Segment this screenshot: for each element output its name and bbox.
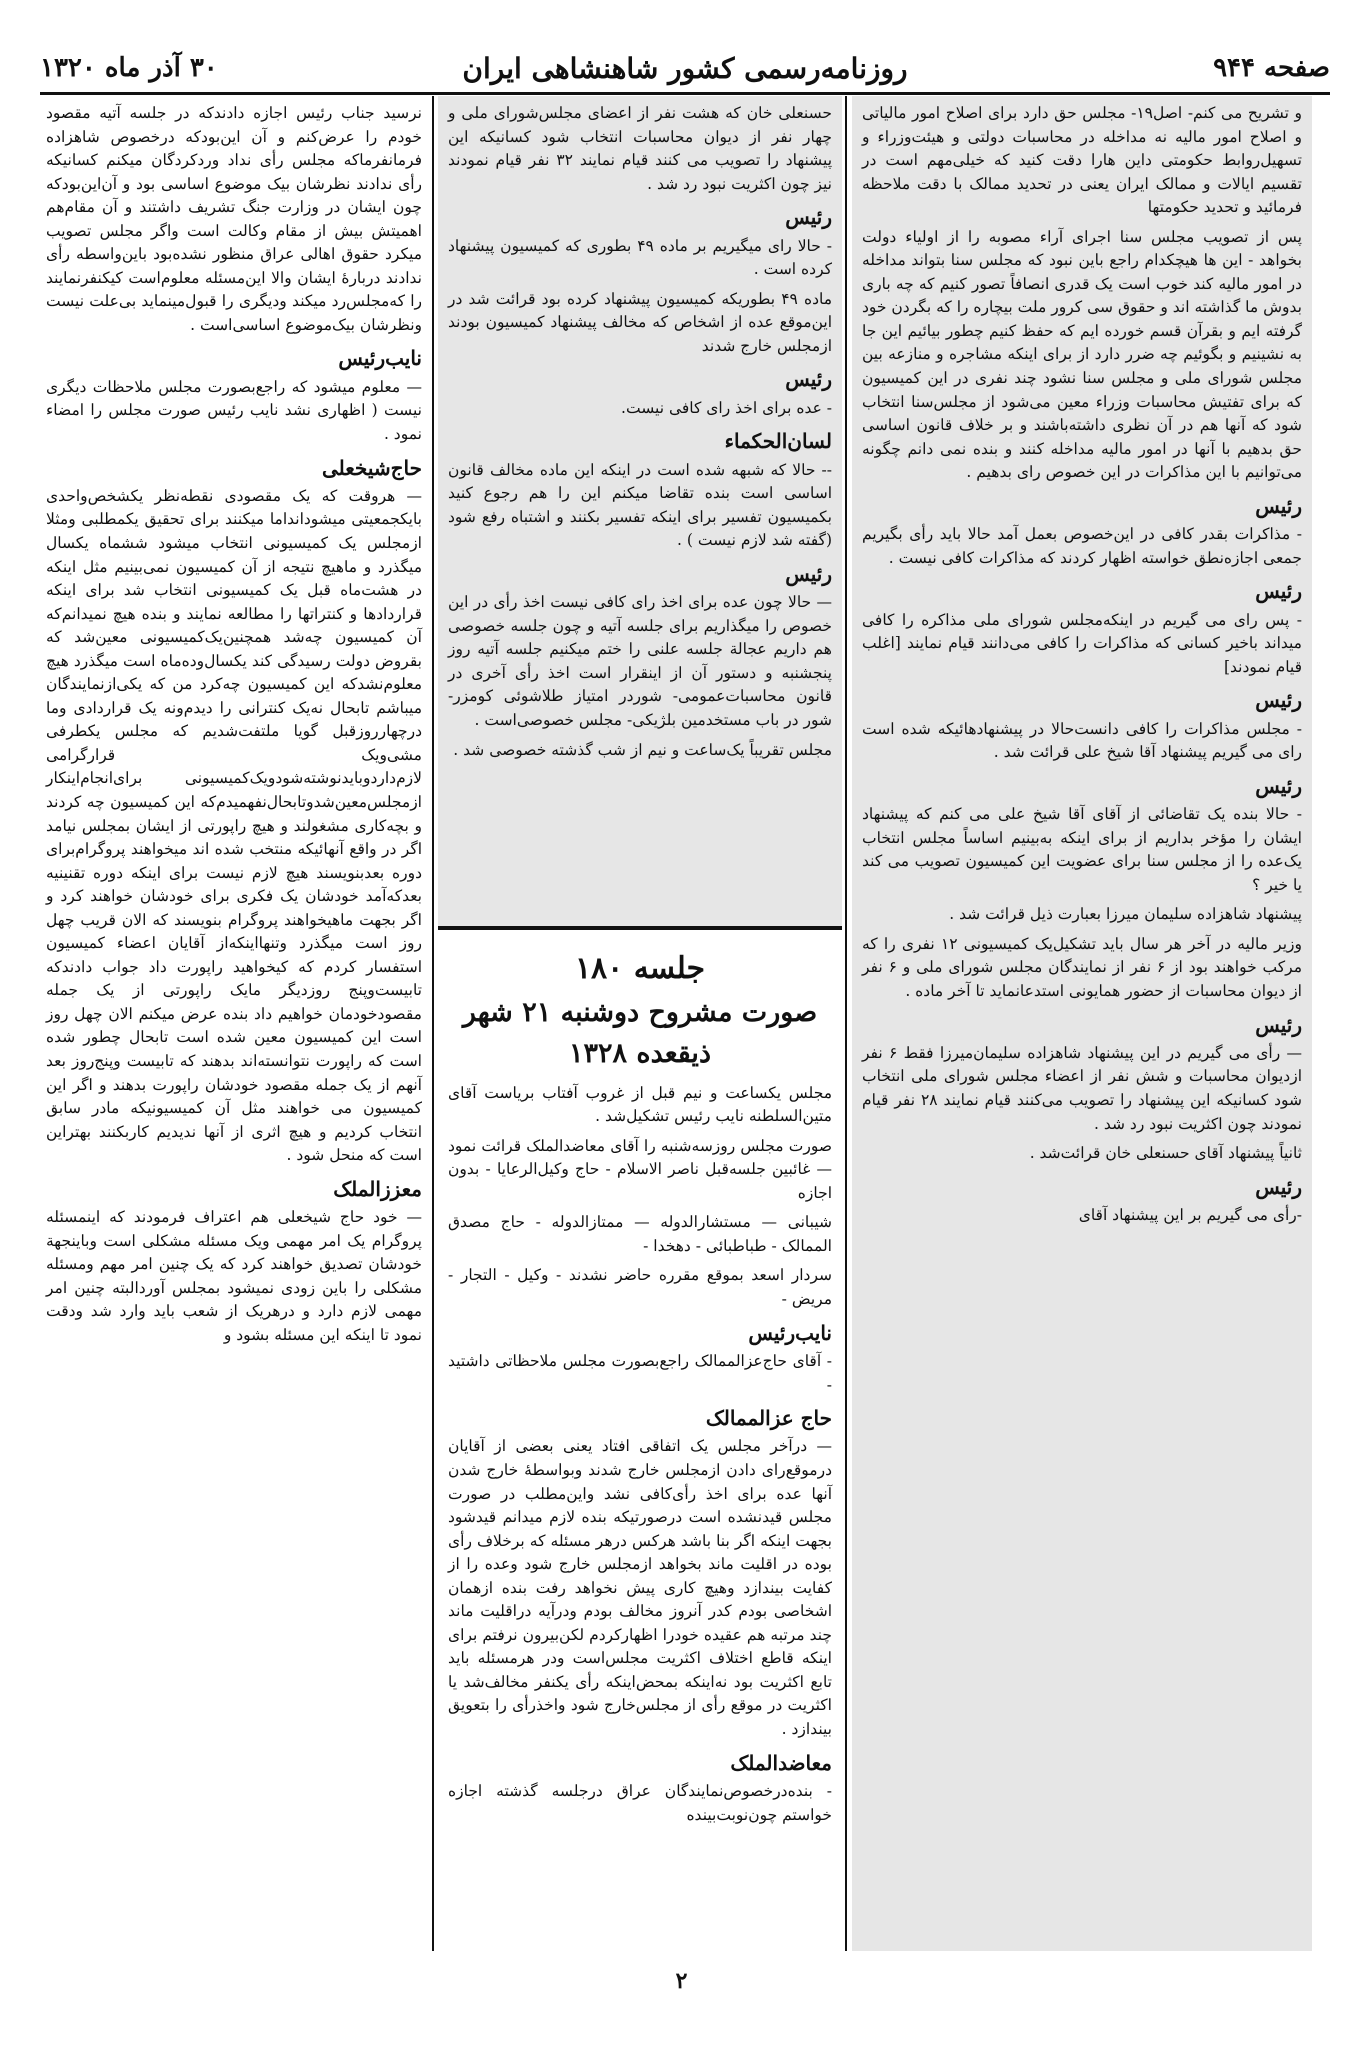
middle-column	[438, 96, 842, 1951]
paragraph: مجلس تقریباً یک‌ساعت و نیم از شب گذشته خصوصی شد .	[453, 740, 832, 759]
speaker-name: رئیس	[1255, 493, 1302, 518]
speaker-name: نایب‌رئیس	[338, 346, 422, 371]
paragraph: نرسید جناب رئیس اجازه دادند‌که در جلسه آتیه مقصود خودم را عرض‌کنم و آن این‌بود‌که در‌خصوص شاهزاده فرمانفرما‌که مجلس رأی نداد وردکردگان میکنم کسانیکه رأی ندادند نظرشان بیک موضوع اساسی بود و آن‌این‌بودکه چون ایشان در وزارت جنگ تشریف داشتند و آن مقام‌هم اهمیتش بیش از مقام وکالت است واگر مجلس تصویب میکرد حقوق اهالی عراق منظور نشده‌بود باین‌واسطه رأی ندادند دربارهٔ ایشان والا این‌مسئله معلوم‌است کیکنفرنمایند را که‌مجلس‌رد میکند ودیگری را قبول‌مینماید بی‌علت نیست ونظرشان بیک‌موضوع اساسی‌است .	[46, 104, 422, 334]
session-heading	[448, 946, 832, 1074]
speaker-name: رئیس	[1255, 1012, 1302, 1037]
speaker-name: رئیس	[1255, 579, 1302, 604]
paragraph: مجلس یکساعت و نیم قبل از غروب آفتاب بریاست آقای متین‌السلطنه نایب رئیس تشکیل‌شد .	[448, 1083, 832, 1126]
paragraph: - آقای حاج‌عزالممالک راجع‌بصورت مجلس ملاحظاتی داشتید -	[448, 1351, 832, 1394]
paragraph: - مذاکرات بقدر کافی در این‌خصوص بعمل آمد حالا باید رأی بگیریم جمعی اجازه‌نطق خواسته اظهار کردند که مذاکرات کافی نیست .	[862, 525, 1302, 567]
paragraph: - بنده‌درخصوص‌نمایندگان عراق درجلسه گذشته اجازه خواستم چون‌نوبت‌بینده	[448, 1781, 832, 1824]
speaker-name: نایب‌رئیس	[748, 1320, 832, 1345]
session-number: جلسه ۱۸۰	[574, 951, 706, 986]
speaker-name: رئیس	[785, 205, 832, 230]
paragraph: - عده برای اخذ رای کافی نیست.	[621, 398, 832, 417]
paragraph: — هروقت که یک مقصودی نقطه‌نظر یکشخص‌واحدی بایکجمعیتی میشودانداما میکنند برای تحقیق یکمطلبی ومثلا ازمجلس یک کمیسیونی انتخاب میشود ششماه یکسال میگذرد و ماهیچ نتیجه از آن کمیسیون نمی‌بینیم مثل اینکه در هشت‌ماه قبل یک کمیسیونی انتخاب شد برای اینکه قراردادها و کنتراتها را مطالعه نمایند و بنده هیچ نمیدانم‌که آن کمیسیون چه‌شد همچنین‌یک‌کمیسیونی معین‌شد که بقروض دولت رسیدگی کند یکسال‌وده‌ماه است میگذرد هیچ معلوم‌نشد‌که این کمیسیون چه‌کرد من که یکی‌ازنمایندگان میباشم تابحال نه‌یک کنترانی را دیدم‌ونه یک قراردادی وما درچهار‌روزقبل گویا ملتفت‌شدیم که مجلس یکطرفی مشی‌ویک قرار‌گرامی لازم‌دارد‌و‌بایدنوشته‌شود‌ویک‌کمیسیونی برای‌انجام‌اینکار از‌مجلس‌معین‌شدو‌تابحال‌نفهمیدم‌که این کمیسیون چه کردند و بچه‌کاری مشغولند و هیچ راپورتی از ایشان بمجلس نیامد اگر در واقع آنهائیکه منتخب شده اند میخواهند پروگرام‌برای دوره بعدبنویسند هیچ لازم نیست برای اینکه دوره تقنینیه بعد‌که‌آمد خودشان یک فکری برای خودشان خواهند کرد و اگر بجهت ماهیخواهند پروگرام بنویسند که الان قریب چهل روز است میگذرد وتنهااینکه‌از آقایان اعضاء کمیسیون استفسار کردم که کیخواهید راپورت داد جواب دادند‌که تابیست‌وپنج روزدیگر مایک راپورتی از یک جمله مقصودخودمان خواهیم داد بنده عرض میکنم الان چهل روز است این کمیسیون معین شده است تابحال چطور شده است که راپورت نتوانسته‌اند بدهند که تابیست وپنج‌روز بعد آنهم از یک جمله مقصود خودشان راپورت بدهند و اگر این کمیسیون می خواهند مثل آن کمیسیونیکه مادر سابق انتخاب کردیم و هیچ اثری از آنها ندیدیم کار‌بکنند بهتراین است که منحل شود .	[46, 486, 422, 1165]
paragraph: وزیر مالیه در آخر هر سال باید تشکیل‌یک کمیسیونی ۱۲ نفری را که مرکب خواهند بود از ۶ نفر از نمایندگان مجلس شورای ملی و ۶ نفر از دیوان محاسبات از حضور همایونی استدعانماید تا آخر ماده .	[862, 934, 1303, 1000]
left-column	[40, 96, 428, 1951]
speaker-name: رئیس	[785, 367, 832, 392]
paragraph: صورت مجلس روزسه‌شنبه را آقای معاضدالملک قرائت نمود — غائبین جلسه‌قبل ناصر الاسلام - حاج وکیل‌الرعایا - بدون اجازه	[448, 1136, 832, 1202]
column-divider	[432, 96, 434, 1951]
paragraph: ماده ۴۹ بطوریکه کمیسیون پیشنهاد کرده بود قرائت شد در این‌موقع عده از اشخاص که مخالف پیشنهاد کمیسیون بودند ازمجلس خارج شدند	[448, 289, 832, 355]
speaker-name: حاج عزالممالک	[705, 1406, 832, 1431]
speaker-name: معاضدالملک	[730, 1750, 832, 1775]
speaker-name: رئیس	[1255, 1174, 1302, 1199]
header-title: روزنامه‌رسمی کشور شاهنشاهی ایران	[462, 51, 908, 85]
paragraph: پس از تصویب مجلس سنا اجرای آراء مصوبه را از اولیاء دولت بخواهد - این ها هیچکدام راجع باین نبود که مجلس سنا بتواند مداخله در امور مالیه کند خوب است یک قدری انصافاً تصور کنیم که چه باری بدوش ما گذاشته اند و حقوق سی کرور ملت بیچاره را که بگردن خود گرفته ایم و بقرآن قسم خورده ایم که حفظ کنیم چطور بیائیم این جا به نشینیم و بگوئیم چه ضرر دارد از برای اینکه مشاجره و منازعه بین مجلس شورای ملی و مجلس سنا نشود چند نفری در این کمیسیون که برای تفتیش محاسبات وزراء معین می‌شود از مجلس‌سنا انتخاب شود که آنها هم در آن نظری داشته‌باشند و بر خلاف قانون اساسی حق بدهیم با آنها در امور مالیه مداخله کنند و بنده نمی دانم چگونه می‌توانیم با این مذاکرات در این خصوص رای بدهیم .	[862, 227, 1302, 482]
paragraph: -- حالا که شبهه شده است در اینکه این ماده مخالف قانون اساسی است بنده تقاضا میکنم این را هم رجوع کنید بکمیسیون تفسیر برای اینکه تفسیر بکنند و اشتباه رفع شود (گفته شد لازم نیست ) .	[448, 460, 832, 550]
column-divider	[845, 96, 847, 1951]
paragraph: و تشریح می کنم- اصل۱۹- مجلس حق دارد برای اصلاح امور مالیاتی و اصلاح امور مالیه نه مداخله در محاسبات دولتی و هیئت‌وزراء و تسهیل‌روابط حکومتی داین هارا دقت کنید که خیلی‌مهم است در تقسیم ایالات و ممالک ایران یعنی در تحدید ممالک با دقت ملاحظه فرمائید و تحدید حکومتها	[862, 104, 1302, 217]
speaker-name: رئیس	[785, 561, 832, 586]
speaker-name: حاج‌شیخعلی	[321, 455, 422, 480]
speaker-name: رئیس	[1255, 688, 1302, 713]
header-date: ۳۰ آذر ماه ۱۳۲۰	[40, 53, 218, 83]
paragraph: پیشنهاد شاهزاده سلیمان میرزا بعبارت ذیل قرائت شد .	[949, 905, 1302, 924]
paragraph: - حالا رای میگیریم بر ماده ۴۹ بطوری که کمیسیون پیشنهاد کرده است .	[448, 236, 832, 279]
speaker-name: معززالملک	[333, 1176, 422, 1201]
page-header	[40, 44, 1330, 95]
middle-bottom-section	[438, 930, 842, 1951]
paragraph: — رأی می گیریم در این پیشنهاد شاهزاده سلیمان‌میرزا فقط ۶ نفر ازدیوان محاسبات و شش نفر از اعضاء مجلس شورای ملی انتخاب شود کسانیکه این پیشنهاد را تصویب می‌کنند قیام نمایند ۲۸ نفر قیام نمودند چون اکثریت نبود رد شد .	[862, 1043, 1303, 1133]
paragraph: - حالا بنده یک تقاضائی از آقای آقا شیخ علی می کنم که پیشنهاد ایشان را مؤخر بداریم از برای اینکه به‌بینیم اساساً مجلس انتخاب یک‌عده را از مجلس سنا برای عضویت این کمیسیون تصویب می کند یا خیر ؟	[862, 805, 1302, 894]
session-date-line: صورت مشروح دوشنبه ۲۱ شهر	[462, 996, 818, 1028]
paragraph: — حالا چون عده برای اخذ رای کافی نیست اخذ رأی در این خصوص را میگذاریم برای جلسه آتیه و چون جلسه خصوصی هم داریم عجالة جلسه علنی را ختم میکنیم جلسه آتیه روز پنجشنبه و دستور آن از اینقرار است اخذ رأی آخری در قانون محاسبات‌عمومی- شوردر امتیاز طلاشوئی کومزر- شور در باب مستخدمین بلژیکی- مجلس خصوصی‌است .	[448, 593, 832, 729]
session-date-year: ذیقعده ۱۳۲۸	[569, 1037, 711, 1069]
paragraph: — معلوم میشود که راجع‌بصورت مجلس ملاحظات دیگری نیست ( اظهاری نشد نایب رئیس صورت مجلس را امضاء نمود .	[46, 377, 422, 443]
paragraph: — خود حاج شیخعلی هم اعتراف فرمودند که اینمسئله پروگرام یک امر مهمی ویک مسئله مشکلی است وباینجهة خودشان تصدیق خواهند کرد که یک چنین امر مهم ومسئله مشکلی را باین زودی نمیشود بمجلس آوردالبته چنین امر مهمی لازم دارد و درهریک از شعب باید وارد شد ودقت نمود تا اینکه این مسئله بشود و	[46, 1208, 422, 1344]
paragraph: - پس رای می گیریم در اینکه‌مجلس شورای ملی مذاکره را کافی میداند باخیر کسانی که مذاکرات را کافی می‌دانند قیام نمایند [اغلب قیام نمودند]	[862, 610, 1302, 676]
paragraph: -رأی می گیریم بر این پیشنهاد آقای	[1078, 1206, 1302, 1225]
paragraph: سردار اسعد بموقع مقرره حاضر نشدند - وکیل - التجار - مریض -	[448, 1266, 832, 1309]
page-number: ۲	[675, 1968, 688, 1994]
paragraph: حسنعلی خان که هشت نفر از اعضای مجلس‌شورای ملی و چهار نفر از دیوان محاسبات انتخاب شود کسانیکه این پیشنهاد را تصویب می کنند قیام نمایند ۳۲ نفر قیام نمودند نیز چون اکثریت نبود رد شد .	[448, 104, 833, 193]
paragraph: شیبانی — مستشارالدوله — ممتازالدوله - حاج مصدق الممالک - طباطبائی - دهخدا -	[448, 1213, 832, 1255]
header-page-label: صفحه ۹۴۴	[1213, 53, 1330, 83]
right-column	[852, 96, 1312, 1951]
middle-top-section	[438, 96, 842, 926]
paragraph: — درآخر مجلس یک اتفاقی افتاد یعنی بعضی از آقایان درموقع‌رای دادن ازمجلس خارج شدند وبواسطهٔ خارج شدن آنها عده برای اخذ رأی‌کافی نشد واین‌مطلب در صورت مجلس قیدنشده است درصورتیکه بنده لازم میدانم قیدشود بجهت اینکه اگر بنا باشد هرکس درهر مسئله که برخلاف رأی بوده در اقلیت ماند بخواهد ازمجلس خارج شود وعده را از کفایت بیندازد وهیچ کاری پیش نخواهد رفت بنده ازهمان اشخاصی بودم کدر آنروز مخالف بودم ودرآیه دراقلیت ماند چند مرتبه هم عقیده خودرا اظهارکردم لکن‌بیرون نرفتم برای اینکه قاطع اختلاف اکثریت مجلس‌است ودر هرمسئله باید تابع اکثریت بود نه‌اینکه بمحض‌اینکه رأی یکنفر مخالف‌شد یا اکثریت در موقع رأی از مجلس‌خارج شود واخذرأی را بتعویق بیندازد .	[448, 1437, 832, 1739]
speaker-name: رئیس	[1255, 773, 1302, 798]
paragraph: ثانیاً پیشنهاد آقای حسنعلی خان قرائت‌شد .	[1029, 1144, 1302, 1163]
paragraph: - مجلس مذاکرات را کافی دانست‌حالا در پیشنهادهائیکه شده است رای می گیریم پیشنهاد آقا شیخ علی قرائت شد .	[862, 719, 1302, 762]
speaker-name: لسان‌الحکماء	[724, 429, 832, 454]
